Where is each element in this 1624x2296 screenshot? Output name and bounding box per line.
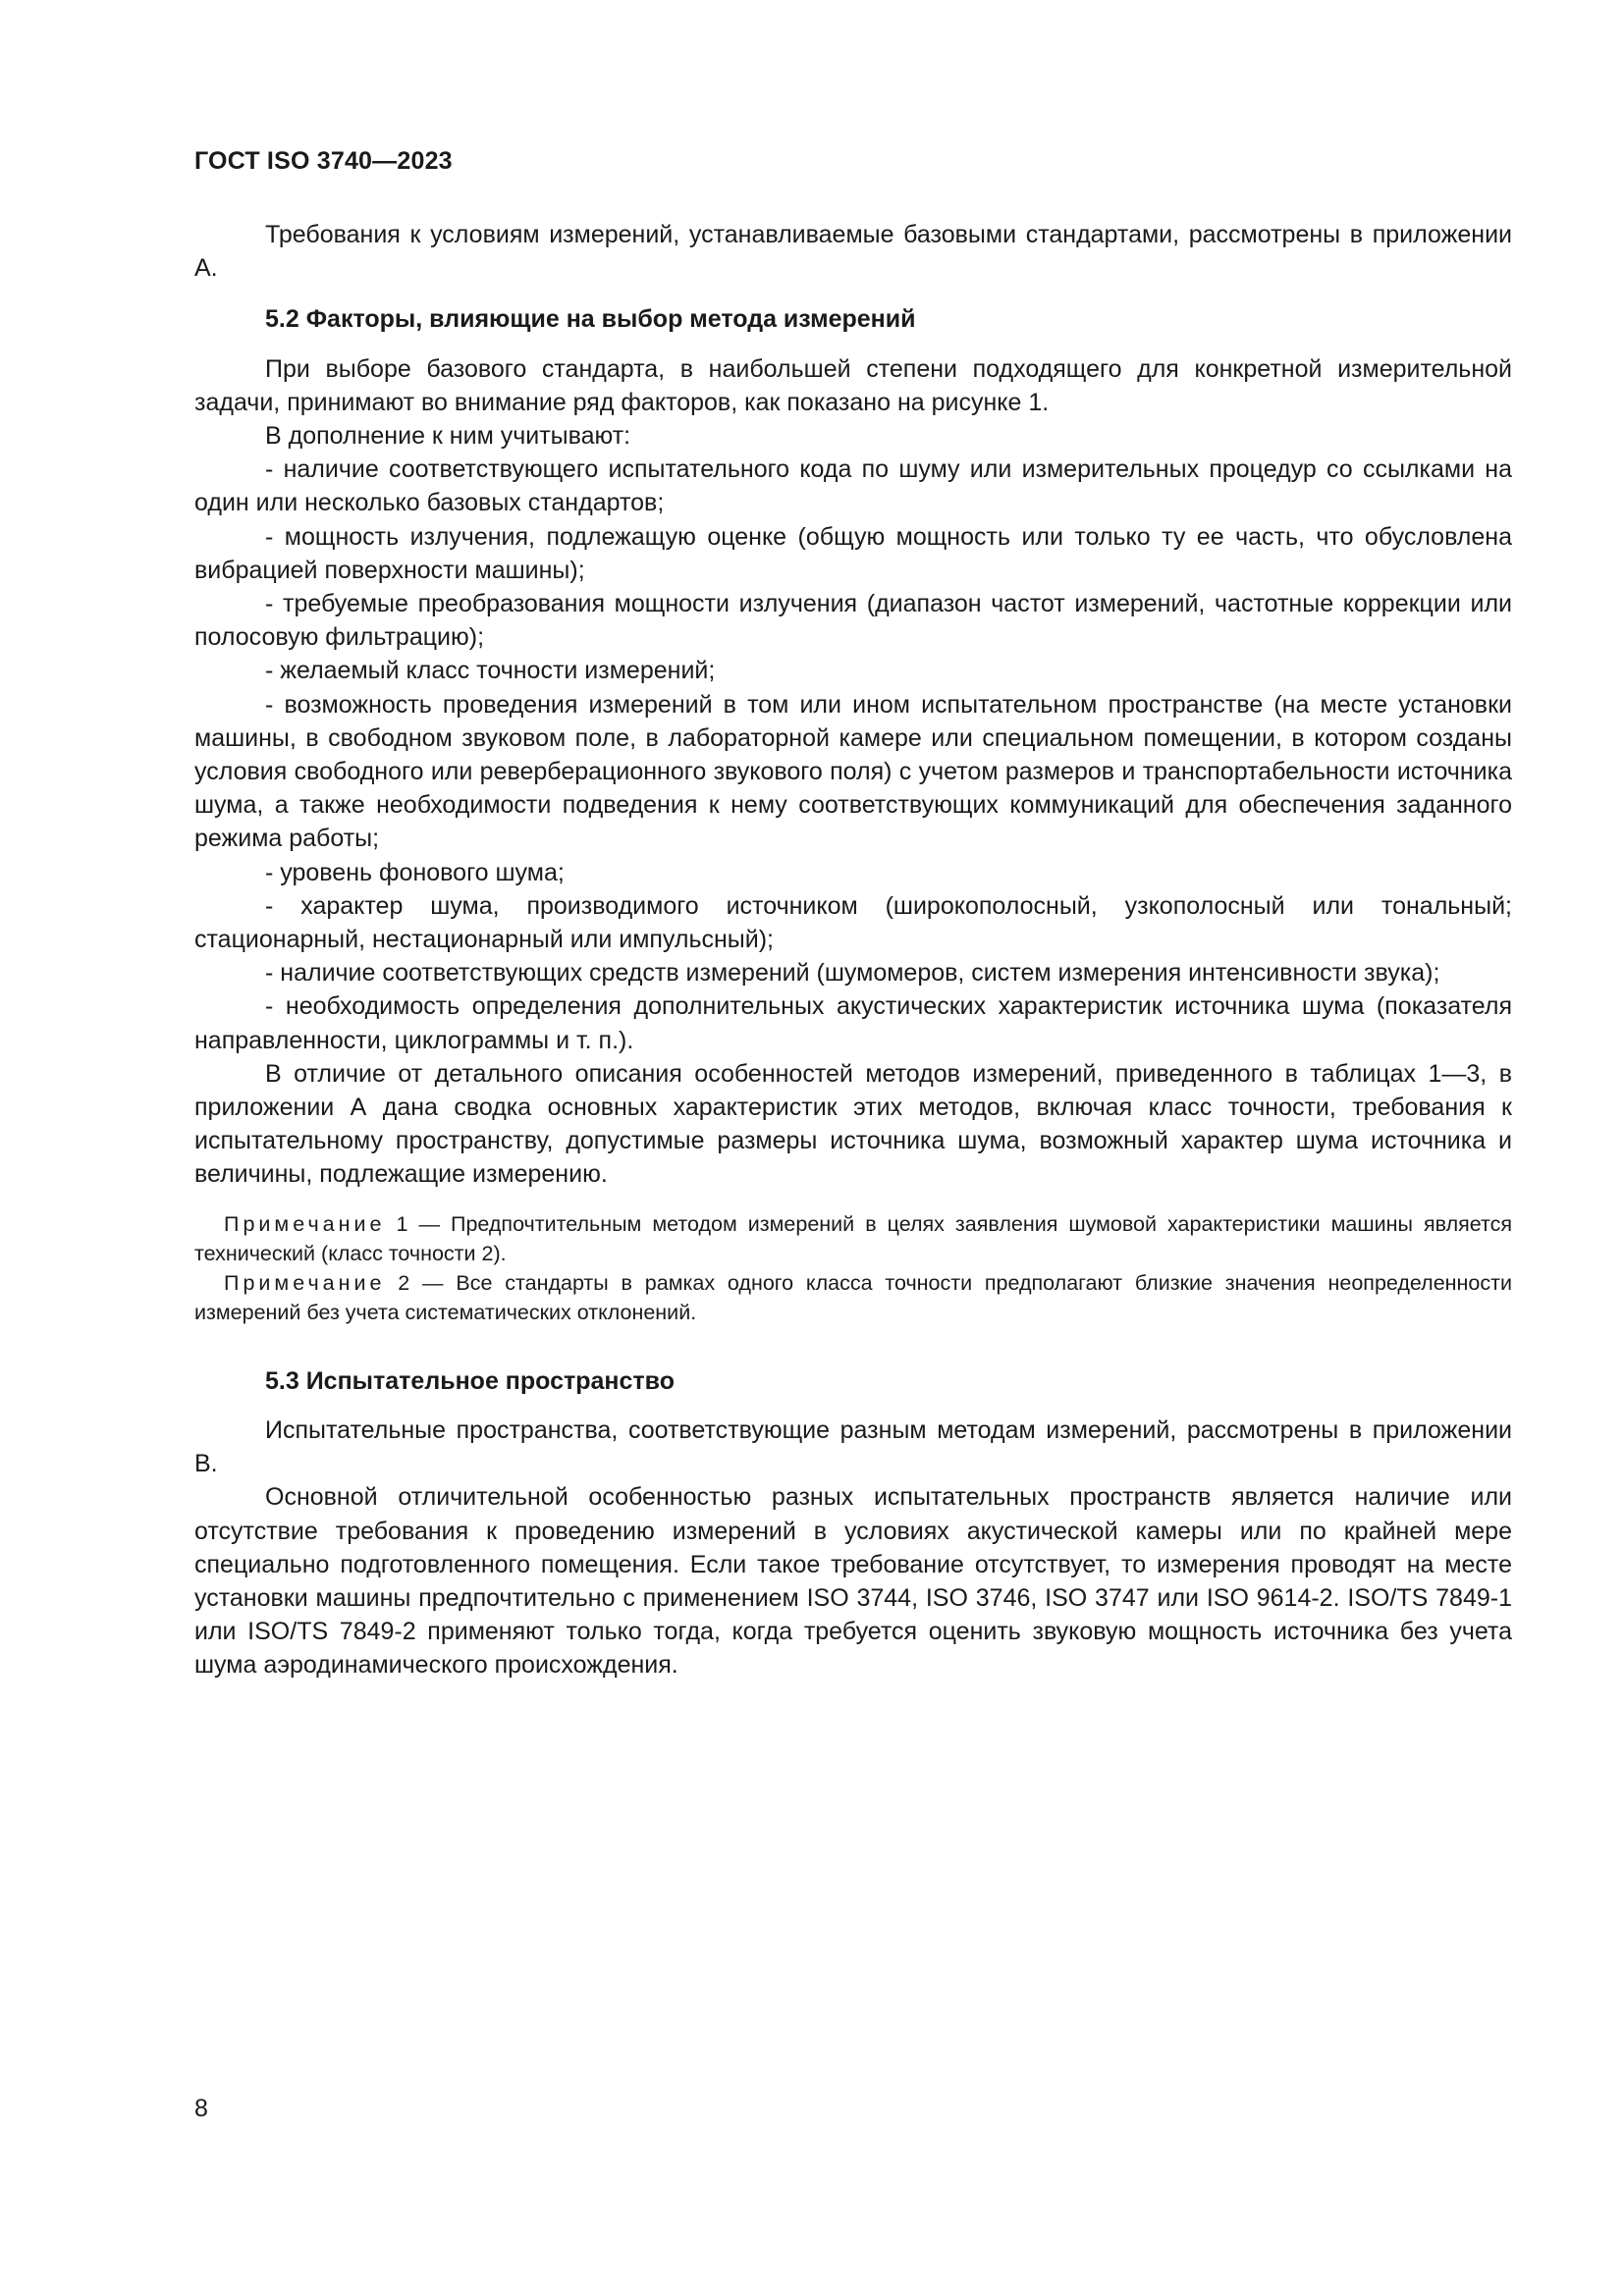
list-item: - характер шума, производимого источником (широкополосный, узкополосный или тональный; стационарный, нестационарный или импульсный); xyxy=(194,891,1512,954)
list-item: - мощность излучения, подлежащую оценке (общую мощность или только ту ее часть, что обусловлена вибрацией поверхности машины); xyxy=(194,522,1512,584)
section-5-2-paragraph-1: При выборе базового стандарта, в наибольшей степени подходящего для конкретной измерительной задачи, принимают во внимание ряд факторов, как показано на рисунке 1. xyxy=(194,354,1512,416)
standard-code: ГОСТ ISO 3740—2023 xyxy=(194,147,453,175)
note-1-text: 1 — Предпочтительным методом измерений в целях заявления шумовой характеристики машины является технический (класс точности 2). xyxy=(194,1211,1512,1265)
document-body xyxy=(194,218,1512,1682)
note-1-label: Примечание xyxy=(224,1211,386,1236)
section-5-2-heading: 5.2 Факторы, влияющие на выбор метода измерений xyxy=(265,305,916,334)
page-number: 8 xyxy=(194,2095,208,2122)
list-item: - уровень фонового шума; xyxy=(265,858,565,886)
section-5-2-paragraph-2: В дополнение к ним учитывают: xyxy=(265,422,631,451)
note-2-text: 2 — Все стандарты в рамках одного класса точности предполагают близкие значения неопределенности измерений без учета систематических отклонений. xyxy=(194,1270,1512,1324)
note-1 xyxy=(194,1209,1512,1268)
list-item: - необходимость определения дополнительных акустических характеристик источника шума (показателя направленности, циклограммы и т. п.). xyxy=(194,992,1512,1054)
notes-block xyxy=(194,1209,1512,1327)
section-5-3-paragraph-2: Основной отличительной особенностью разных испытательных пространств является наличие или отсутствие требования к проведению измерений в условиях акустической камеры или по крайней мере специально подготовленного помещения. Если такое требование отсутствует, то измерения проводят на месте установки машины предпочтительно с применением ISO 3744, ISO 3746, ISO 3747 или ISO 9614-2. ISO/TS 7849-1 или ISO/TS 7849-2 применяют только тогда, когда требуется оценить звуковую мощность источника без учета шума аэродинамического происхождения. xyxy=(194,1483,1512,1680)
list-item: - наличие соответствующих средств измерений (шумомеров, систем измерения интенсивности звука); xyxy=(265,959,1440,988)
list-item: - желаемый класс точности измерений; xyxy=(265,657,716,685)
list-item: - возможность проведения измерений в том или ином испытательном пространстве (на месте установки машины, в свободном звуковом поле, в лабораторной камере или специальном помещении, в котором созданы условия свободного или реверберационного звукового поля) с учетом размеров и транспортабельности источника шума, а также необходимости подведения к нему соответствующих коммуникаций для обеспечения заданного режима работы; xyxy=(194,690,1512,853)
intro-paragraph: Требования к условиям измерений, устанавливаемые базовыми стандартами, рассмотрены в приложении А. xyxy=(194,221,1512,283)
note-2-label: Примечание xyxy=(224,1270,386,1295)
section-5-2-paragraph-3: В отличие от детального описания особенностей методов измерений, приведенного в таблицах 1—3, в приложении А дана сводка основных характеристик этих методов, включая класс точности, требования к испытательному пространству, допустимые размеры источника шума, возможный характер шума источника и величины, подлежащие измерению. xyxy=(194,1059,1512,1189)
list-item: - требуемые преобразования мощности излучения (диапазон частот измерений, частотные коррекции или полосовую фильтрацию); xyxy=(194,590,1512,652)
section-5-3-heading: 5.3 Испытательное пространство xyxy=(265,1366,675,1395)
note-2 xyxy=(194,1268,1512,1327)
section-5-3-paragraph-1: Испытательные пространства, соответствующие разным методам измерений, рассмотрены в приложении В. xyxy=(194,1415,1512,1478)
list-item: - наличие соответствующего испытательного кода по шуму или измерительных процедур со ссылками на один или несколько базовых стандартов; xyxy=(194,455,1512,517)
